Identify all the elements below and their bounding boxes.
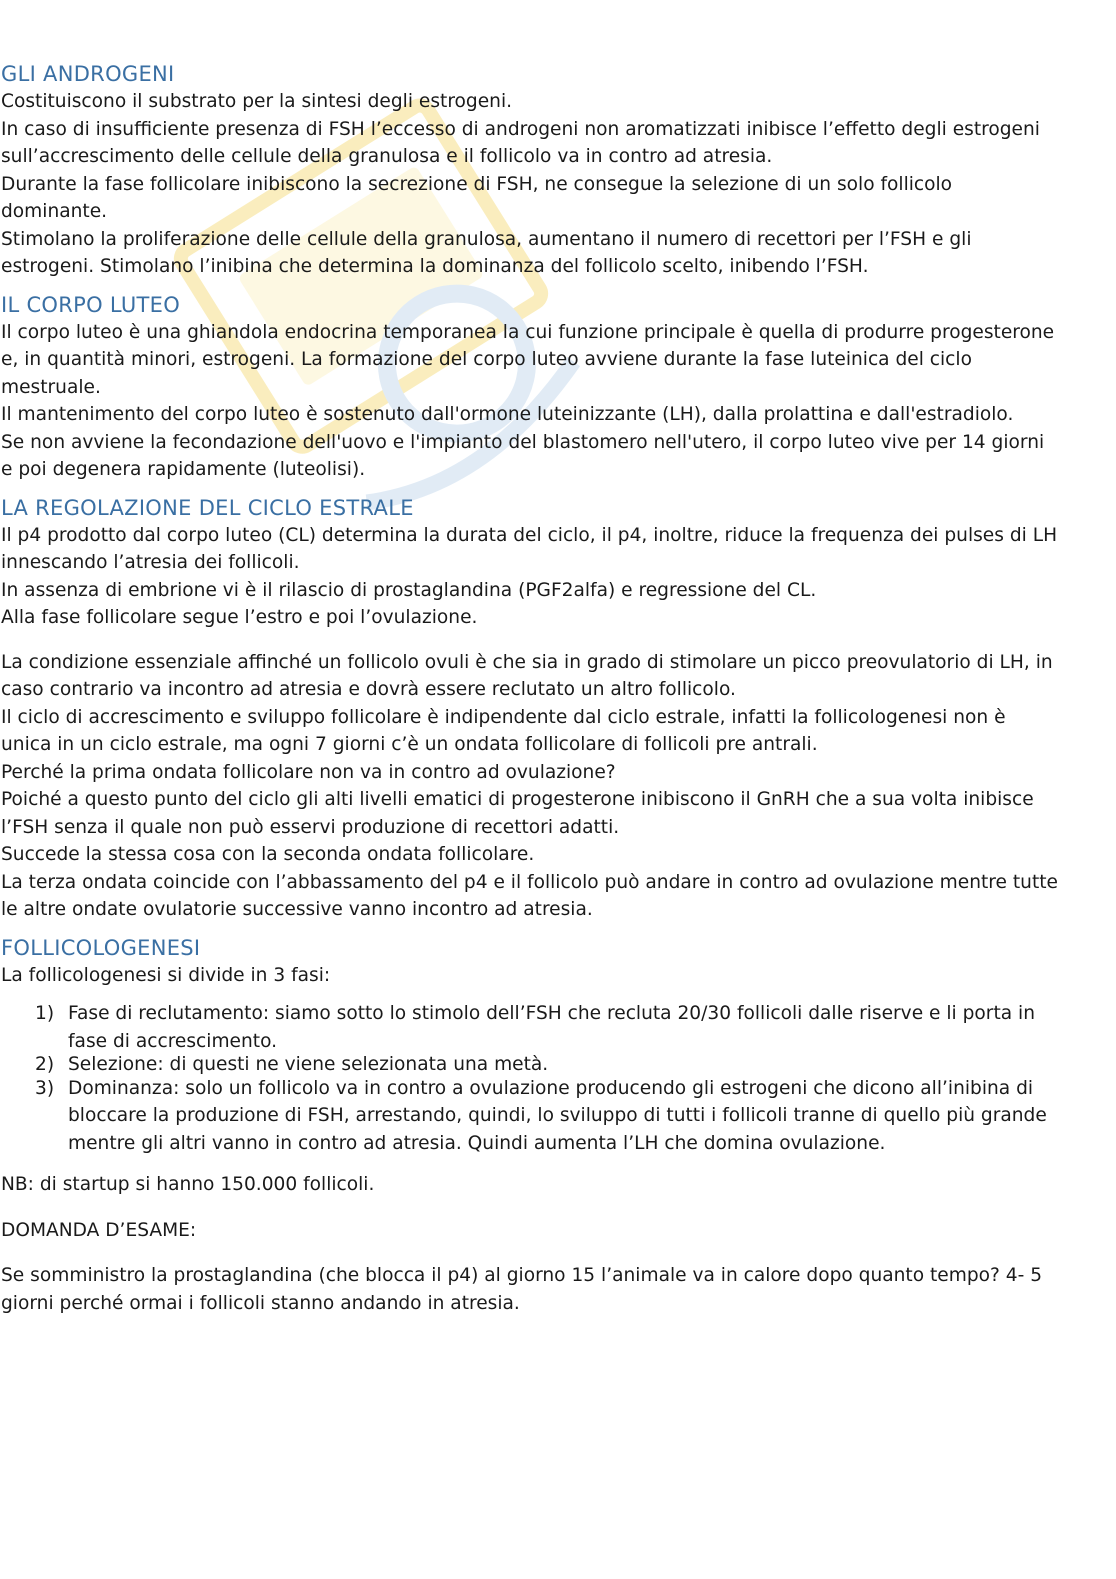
paragraph: In caso di insufficiente presenza di FSH l’eccesso di androgeni non aromatizzati inibisce l’effetto degli estrogeni sull’accrescimento delle cellule della granulosa e il follicolo va in contro ad atresia. (1, 118, 1040, 167)
paragraph: Durante la fase follicolare inibiscono la secrezione di FSH, ne consegue la selezione di un solo follicolo dominante. (1, 173, 953, 222)
paragraph: La terza ondata coincide con l’abbassamento del p4 e il follicolo può andare in contro ad ovulazione mentre tutte le altre ondate ovulatorie successive vanno incontro ad atresia. (1, 871, 1058, 920)
paragraph: Il mantenimento del corpo luteo è sostenuto dall'ormone luteinizzante (LH), dalla prolattina e dall'estradiolo. (1, 404, 1014, 425)
paragraph: Stimolano la proliferazione delle cellule della granulosa, aumentano il numero di recettori per l’FSH e gli estrogeni. Stimolano l’inibina che determina la dominanza del follicolo scelto, inibendo l’FSH. (1, 228, 972, 277)
section-title: FOLLICOLOGENESI (1, 935, 201, 960)
paragraph: Il p4 prodotto dal corpo luteo (CL) determina la durata del ciclo, il p4, inoltre, riduce la frequenza dei pulses di LH innescando l’atresia dei follicoli. (1, 524, 1058, 573)
paragraph: Alla fase follicolare segue l’estro e poi l’ovulazione. (1, 607, 478, 628)
section-title: IL CORPO LUTEO (1, 292, 181, 317)
note: NB: di startup si hanno 150.000 follicoli. (1, 1174, 375, 1195)
paragraph: Perché la prima ondata follicolare non va in contro ad ovulazione? (1, 761, 616, 783)
paragraph: Succede la stessa cosa con la seconda ondata follicolare. (1, 844, 535, 865)
section-title: GLI ANDROGENI (1, 62, 175, 86)
list-number: 2) (35, 1054, 55, 1075)
section-corpo-luteo (1, 291, 1061, 484)
paragraph: La follicologenesi si divide in 3 fasi: (1, 964, 331, 986)
section-androgeni (1, 60, 1061, 281)
list-text: Fase di reclutamento: siamo sotto lo stimolo dell’FSH che recluta 20/30 follicoli dalle riserve e li porta in fase di accrescimento. (68, 1003, 1036, 1052)
paragraph: In assenza di embrione vi è il rilascio di prostaglandina (PGF2alfa) e regressione del CL. (1, 579, 817, 601)
paragraph: La condizione essenziale affinché un follicolo ovuli è che sia in grado di stimolare un picco preovulatorio di LH, in caso contrario va incontro ad atresia e dovrà essere reclutato un altro follicolo. (1, 651, 1053, 700)
list-number: 3) (35, 1077, 55, 1099)
phase-list (1, 1000, 1061, 1157)
section-ciclo-estrale (1, 494, 1061, 924)
paragraph: Costituiscono il substrato per la sintesi degli estrogeni. (1, 91, 513, 112)
exam-label: DOMANDA D’ESAME: (1, 1219, 197, 1241)
list-text: Selezione: di questi ne viene selezionata una metà. (68, 1054, 549, 1075)
paragraph: Se non avviene la fecondazione dell'uovo e l'impianto del blastomero nell'utero, il corpo luteo vive per 14 giorni e poi degenera rapidamente (luteolisi). (1, 431, 1045, 480)
document-page (1, 60, 1061, 1327)
paragraph: Il ciclo di accrescimento e sviluppo follicolare è indipendente dal ciclo estrale, infatti la follicologenesi non è unica in un ciclo estrale, ma ogni 7 giorni c’è un ondata follicolare di follicoli pre antrali. (1, 706, 1006, 755)
section-follicologenesi (1, 934, 1061, 1318)
section-title: LA REGOLAZIONE DEL CICLO ESTRALE (1, 495, 414, 520)
paragraph: Il corpo luteo è una ghiandola endocrina temporanea la cui funzione principale è quella di produrre progesterone e, in quantità minori, estrogeni. La formazione del corpo luteo avviene durante la fase luteinica del ciclo mestruale. (1, 321, 1055, 398)
exam-question: Se somministro la prostaglandina (che blocca il p4) al giorno 15 l’animale va in calore dopo quanto tempo? 4- 5 giorni perché ormai i follicoli stanno andando in atresia. (1, 1265, 1043, 1314)
list-number: 1) (35, 1003, 55, 1024)
list-item (1, 1000, 1061, 1055)
list-text: Dominanza: solo un follicolo va in contro a ovulazione producendo gli estrogeni che dicono all’inibina di bloccare la produzione di FSH, arrestando, quindi, lo sviluppo di tutti i follicoli tranne di quello più grande mentre gli altri vanno in contro ad atresia. Quindi aumenta l’LH che domina ovulazione. (68, 1077, 1047, 1154)
paragraph: Poiché a questo punto del ciclo gli alti livelli ematici di progesterone inibiscono il GnRH che a sua volta inibisce l’FSH senza il quale non può esservi produzione di recettori adatti. (1, 789, 1034, 838)
list-item (1, 1075, 1061, 1158)
